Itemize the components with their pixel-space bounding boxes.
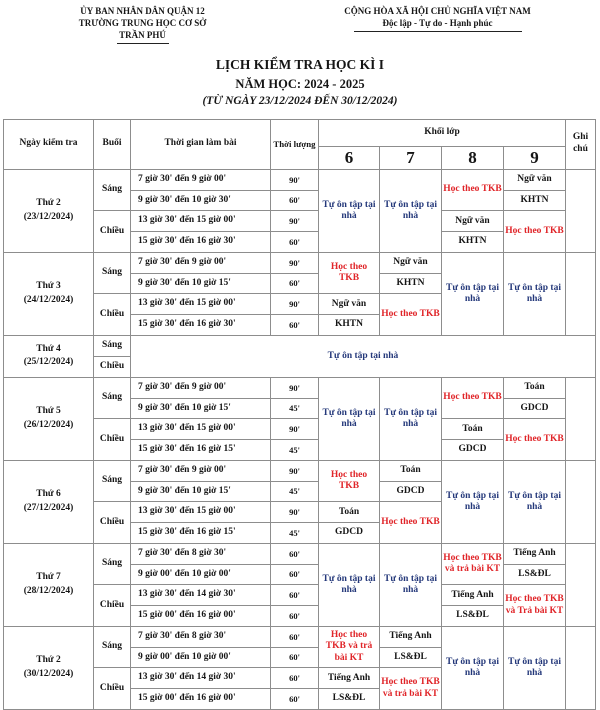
- time-cell: 13 giờ 30' đến 14 giờ 30': [131, 585, 271, 606]
- subject-cell-grade-8: Học theo TKB: [442, 377, 504, 419]
- subject-cell-grade-6: Ngữ văn: [319, 294, 380, 315]
- duration-cell: 45': [271, 398, 319, 419]
- duration-cell: 45': [271, 523, 319, 544]
- time-cell: 9 giờ 30' đến 10 giờ 30': [131, 190, 271, 211]
- day-date: (26/12/2024): [23, 419, 74, 430]
- subject-cell-grade-6: Tự ôn tập tại nhà: [319, 377, 380, 460]
- day-name: Thứ 2: [36, 655, 61, 666]
- day-date: (30/12/2024): [23, 668, 74, 679]
- motto-underline: [354, 30, 522, 32]
- time-cell: 7 giờ 30' đến 9 giờ 00': [131, 169, 271, 190]
- subject-cell-grade-6: LS&ĐL: [319, 689, 380, 710]
- exam-schedule-table: [3, 119, 596, 710]
- time-cell: 9 giờ 00' đến 10 giờ 00': [131, 647, 271, 668]
- duration-cell: 60': [271, 273, 319, 294]
- subject-cell-grade-7: Tự ôn tập tại nhà: [380, 169, 442, 252]
- duration-cell: 90': [271, 294, 319, 315]
- subject-cell-grade-6: Tự ôn tập tại nhà: [319, 169, 380, 252]
- time-cell: 15 giờ 30' đến 16 giờ 15': [131, 523, 271, 544]
- title-line-2: NĂM HỌC: 2024 - 2025: [235, 76, 365, 91]
- time-cell: 13 giờ 30' đến 15 giờ 00': [131, 294, 271, 315]
- subject-cell-grade-8: GDCD: [442, 440, 504, 461]
- session-cell: Chiều: [94, 356, 131, 377]
- motto-line: Độc lập - Tự do - Hạnh phúc: [382, 18, 493, 29]
- subject-cell-grade-7: KHTN: [380, 273, 442, 294]
- national-motto-block: [285, 5, 590, 44]
- subject-cell-grade-7: Tự ôn tập tại nhà: [380, 543, 442, 626]
- session-cell: Sáng: [94, 169, 131, 211]
- duration-cell: 90': [271, 460, 319, 481]
- duration-cell: 90': [271, 211, 319, 232]
- subject-cell-grade-7: Ngữ văn: [380, 252, 442, 273]
- subject-cell-grade-9: Học theo TKB: [504, 211, 566, 253]
- time-cell: 7 giờ 30' đến 9 giờ 00': [131, 252, 271, 273]
- note-cell: [566, 169, 596, 252]
- col-header-note: Ghi chú: [566, 119, 596, 169]
- duration-cell: 60': [271, 315, 319, 336]
- duration-cell: 60': [271, 190, 319, 211]
- session-cell: Chiều: [94, 585, 131, 627]
- subject-cell-grade-9: Tiếng Anh: [504, 543, 566, 564]
- subject-cell-grade-7: Học theo TKB: [380, 502, 442, 544]
- time-cell: 13 giờ 30' đến 15 giờ 00': [131, 211, 271, 232]
- day-date: (24/12/2024): [23, 294, 74, 305]
- time-cell: 15 giờ 30' đến 16 giờ 30': [131, 232, 271, 253]
- col-header-grade-9: 9: [504, 146, 566, 169]
- subject-cell-grade-8: Tự ôn tập tại nhà: [442, 460, 504, 543]
- subject-cell-grade-8: Tự ôn tập tại nhà: [442, 252, 504, 335]
- day-name: Thứ 5: [36, 406, 61, 417]
- session-cell: Chiều: [94, 668, 131, 710]
- subject-cell-grade-7: Toán: [380, 460, 442, 481]
- col-header-time: Thời gian làm bài: [131, 119, 271, 169]
- time-cell: 9 giờ 00' đến 10 giờ 00': [131, 564, 271, 585]
- time-cell: 7 giờ 30' đến 8 giờ 30': [131, 543, 271, 564]
- session-cell: Sáng: [94, 460, 131, 502]
- time-cell: 9 giờ 30' đến 10 giờ 15': [131, 481, 271, 502]
- col-header-duration: Thời lượng: [271, 119, 319, 169]
- day-name: Thứ 2: [36, 198, 61, 209]
- issuing-org-block: [0, 5, 285, 44]
- subject-cell-grade-9: Toán: [504, 377, 566, 398]
- subject-cell-grade-7: Tự ôn tập tại nhà: [380, 377, 442, 460]
- subject-cell-grade-8: Ngữ văn: [442, 211, 504, 232]
- time-cell: 13 giờ 30' đến 15 giờ 00': [131, 419, 271, 440]
- subject-cell-grade-6: Học theo TKB và trả bài KT: [319, 626, 380, 668]
- schedule-body: [4, 169, 596, 709]
- duration-cell: 60': [271, 232, 319, 253]
- day-name: Thứ 3: [36, 281, 61, 292]
- session-cell: Chiều: [94, 294, 131, 336]
- day-name: Thứ 6: [36, 489, 61, 500]
- note-cell: [566, 377, 596, 460]
- subject-cell-grade-8: Học theo TKB: [442, 169, 504, 211]
- subject-cell-grade-6: KHTN: [319, 315, 380, 336]
- subject-cell-grade-9: Tự ôn tập tại nhà: [504, 252, 566, 335]
- day-date: (27/12/2024): [23, 502, 74, 513]
- org-parent-line: ỦY BAN NHÂN DÂN QUẬN 12: [80, 6, 205, 16]
- country-line: CỘNG HÒA XÃ HỘI CHỦ NGHĨA VIỆT NAM: [344, 6, 531, 16]
- time-cell: 7 giờ 30' đến 9 giờ 00': [131, 460, 271, 481]
- day-cell: [4, 169, 94, 252]
- time-cell: 7 giờ 30' đến 9 giờ 00': [131, 377, 271, 398]
- subject-cell-grade-9: Tự ôn tập tại nhà: [504, 460, 566, 543]
- time-cell: 15 giờ 30' đến 16 giờ 30': [131, 315, 271, 336]
- title-line-1: LỊCH KIỂM TRA HỌC KÌ I: [215, 57, 385, 73]
- self-study-merged-cell: Tự ôn tập tại nhà: [131, 335, 596, 377]
- subject-cell-grade-7: Học theo TKB: [380, 294, 442, 336]
- day-date: (25/12/2024): [23, 357, 74, 368]
- title-line-3: (TỪ NGÀY 23/12/2024 ĐẾN 30/12/2024): [202, 95, 398, 108]
- session-cell: Sáng: [94, 252, 131, 294]
- session-cell: Chiều: [94, 419, 131, 461]
- day-cell: [4, 543, 94, 626]
- col-header-grade-7: 7: [380, 146, 442, 169]
- subject-cell-grade-6: Toán: [319, 502, 380, 523]
- day-cell: [4, 626, 94, 709]
- subject-cell-grade-6: Tự ôn tập tại nhà: [319, 543, 380, 626]
- time-cell: 13 giờ 30' đến 14 giờ 30': [131, 668, 271, 689]
- session-cell: Chiều: [94, 211, 131, 253]
- subject-cell-grade-8: KHTN: [442, 232, 504, 253]
- subject-cell-grade-6: GDCD: [319, 523, 380, 544]
- duration-cell: 60': [271, 626, 319, 647]
- col-header-session: Buổi: [94, 119, 131, 169]
- col-header-grade-group: Khối lớp: [319, 119, 566, 146]
- duration-cell: 90': [271, 419, 319, 440]
- day-date: (28/12/2024): [23, 585, 74, 596]
- document-title: [0, 55, 600, 109]
- col-header-grade-6: 6: [319, 146, 380, 169]
- subject-cell-grade-8: Tự ôn tập tại nhà: [442, 626, 504, 709]
- duration-cell: 90': [271, 377, 319, 398]
- time-cell: 13 giờ 30' đến 15 giờ 00': [131, 502, 271, 523]
- time-cell: 15 giờ 30' đến 16 giờ 15': [131, 440, 271, 461]
- subject-cell-grade-9: Ngữ văn: [504, 169, 566, 190]
- session-cell: Sáng: [94, 335, 131, 356]
- session-cell: Sáng: [94, 543, 131, 585]
- day-cell: [4, 377, 94, 460]
- duration-cell: 90': [271, 252, 319, 273]
- subject-cell-grade-7: GDCD: [380, 481, 442, 502]
- subject-cell-grade-7: LS&ĐL: [380, 647, 442, 668]
- note-cell: [566, 626, 596, 709]
- col-header-date: Ngày kiểm tra: [4, 119, 94, 169]
- day-date: (23/12/2024): [23, 211, 74, 222]
- subject-cell-grade-9: GDCD: [504, 398, 566, 419]
- subject-cell-grade-9: Học theo TKB: [504, 419, 566, 461]
- duration-cell: 60': [271, 543, 319, 564]
- time-cell: 7 giờ 30' đến 8 giờ 30': [131, 626, 271, 647]
- note-cell: [566, 252, 596, 335]
- document-header: [0, 0, 600, 44]
- subject-cell-grade-9: KHTN: [504, 190, 566, 211]
- org-school-name: TRẦN PHÚ: [119, 30, 166, 41]
- time-cell: 15 giờ 00' đến 16 giờ 00': [131, 689, 271, 710]
- time-cell: 9 giờ 30' đến 10 giờ 15': [131, 398, 271, 419]
- subject-cell-grade-7: Học theo TKB và trả bài KT: [380, 668, 442, 710]
- time-cell: 9 giờ 30' đến 10 giờ 15': [131, 273, 271, 294]
- duration-cell: 45': [271, 440, 319, 461]
- duration-cell: 90': [271, 502, 319, 523]
- subject-cell-grade-9: Tự ôn tập tại nhà: [504, 626, 566, 709]
- subject-cell-grade-8: Học theo TKB và trả bài KT: [442, 543, 504, 585]
- subject-cell-grade-7: Tiếng Anh: [380, 626, 442, 647]
- duration-cell: 60': [271, 689, 319, 710]
- duration-cell: 60': [271, 606, 319, 627]
- day-cell: [4, 252, 94, 335]
- subject-cell-grade-6: Học theo TKB: [319, 252, 380, 294]
- day-name: Thứ 7: [36, 572, 61, 583]
- subject-cell-grade-8: Tiếng Anh: [442, 585, 504, 606]
- time-cell: 15 giờ 00' đến 16 giờ 00': [131, 606, 271, 627]
- duration-cell: 60': [271, 564, 319, 585]
- col-header-grade-8: 8: [442, 146, 504, 169]
- duration-cell: 60': [271, 668, 319, 689]
- subject-cell-grade-9: Học theo TKB và Trả bài KT: [504, 585, 566, 627]
- session-cell: Chiều: [94, 502, 131, 544]
- duration-cell: 45': [271, 481, 319, 502]
- session-cell: Sáng: [94, 626, 131, 668]
- subject-cell-grade-8: LS&ĐL: [442, 606, 504, 627]
- note-cell: [566, 543, 596, 626]
- subject-cell-grade-6: Tiếng Anh: [319, 668, 380, 689]
- subject-cell-grade-6: Học theo TKB: [319, 460, 380, 502]
- session-cell: Sáng: [94, 377, 131, 419]
- day-name: Thứ 4: [36, 343, 61, 354]
- day-cell: [4, 460, 94, 543]
- duration-cell: 60': [271, 647, 319, 668]
- schedule-header: [4, 119, 596, 169]
- org-school-line: TRƯỜNG TRUNG HỌC CƠ SỞ: [78, 18, 207, 29]
- duration-cell: 90': [271, 169, 319, 190]
- note-cell: [566, 460, 596, 543]
- subject-cell-grade-9: LS&ĐL: [504, 564, 566, 585]
- subject-cell-grade-8: Toán: [442, 419, 504, 440]
- org-underline: [117, 42, 169, 44]
- duration-cell: 60': [271, 585, 319, 606]
- day-cell: [4, 335, 94, 377]
